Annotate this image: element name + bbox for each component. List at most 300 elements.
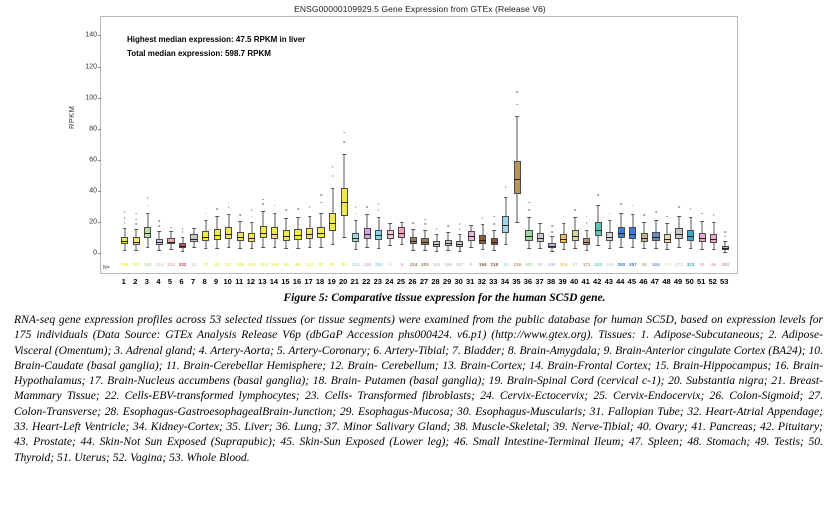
outlier-point: [644, 214, 646, 216]
median-line: [548, 246, 555, 247]
outlier-point: [170, 227, 172, 229]
x-tick-label: 21: [350, 277, 359, 286]
whisker-cap-upper: [400, 222, 404, 223]
whisker-cap-lower: [562, 249, 566, 250]
sample-count: 286: [444, 262, 452, 267]
median-line: [421, 242, 428, 243]
whisker-cap-upper: [666, 223, 670, 224]
whisker-cap-upper: [192, 228, 196, 229]
whisker-cap-upper: [227, 214, 231, 215]
y-tick-label: 60: [89, 156, 97, 164]
median-line: [190, 239, 197, 240]
boxplot-box: [525, 17, 532, 275]
whisker-cap-upper: [712, 222, 716, 223]
sample-count: 247: [455, 262, 464, 267]
outlier-point: [251, 216, 253, 218]
outlier-point: [286, 209, 288, 211]
sample-count: 6: [389, 262, 392, 267]
whisker-cap-lower: [654, 248, 658, 249]
whisker-cap-upper: [238, 221, 242, 222]
x-tick-label: 11: [235, 277, 244, 286]
whisker-cap-lower: [400, 244, 404, 245]
median-line: [456, 244, 463, 245]
outlier-point: [517, 104, 519, 106]
boxplot-box: [456, 17, 463, 275]
outlier-point: [182, 228, 184, 230]
sample-count: 97: [572, 262, 578, 267]
sample-count: 104: [652, 262, 660, 267]
x-tick-label: 38: [546, 277, 556, 286]
sample-count: 97: [318, 262, 324, 267]
median-line: [560, 239, 567, 240]
outlier-point: [251, 209, 253, 211]
boxplot-box: [271, 17, 278, 275]
whisker-cap-upper: [146, 213, 150, 214]
outlier-point: [724, 236, 726, 238]
whisker-cap-lower: [423, 250, 427, 251]
sample-count: 124: [409, 262, 418, 267]
median-line: [283, 236, 290, 237]
median-line: [445, 243, 452, 244]
whisker-cap-lower: [227, 247, 231, 248]
whisker-cap-upper: [181, 237, 185, 238]
outlier-point: [228, 206, 230, 208]
x-tick-label: 35: [512, 277, 521, 286]
figure-caption: [112, 292, 777, 304]
x-tick-label: 46: [639, 277, 648, 286]
sample-count: 125: [247, 262, 256, 267]
whisker-cap-upper: [516, 116, 520, 117]
x-tick-label: 30: [454, 277, 463, 286]
outlier-point: [159, 220, 161, 222]
boxplot-box: [421, 17, 428, 275]
x-tick-label: 26: [408, 277, 417, 286]
outlier-point: [309, 206, 311, 208]
x-tick-label: 37: [535, 277, 544, 286]
x-tick-label: 27: [419, 277, 429, 286]
sample-count: 171: [582, 262, 591, 267]
outlier-point: [366, 206, 368, 208]
figure-description: [14, 312, 823, 465]
x-tick-label: 12: [246, 277, 255, 286]
outlier-point: [459, 228, 461, 230]
whisker-cap-lower: [712, 249, 716, 250]
whisker-cap-upper: [723, 241, 727, 242]
outlier-point: [343, 132, 345, 134]
outlier-point: [332, 175, 334, 177]
x-tick-label: 39: [558, 277, 567, 286]
whisker-cap-upper: [585, 230, 589, 231]
sample-count: 218: [490, 262, 499, 267]
whisker-cap-lower: [516, 222, 520, 223]
outlier-point: [517, 91, 519, 93]
whisker-cap-lower: [135, 250, 139, 251]
x-tick-label: 7: [190, 277, 196, 286]
sample-count: 323: [686, 262, 695, 267]
x-tick-label: 18: [315, 277, 325, 286]
boxplot-box: [548, 17, 555, 275]
sample-count: 117: [224, 262, 233, 267]
outlier-point: [239, 214, 241, 216]
whisker-cap-upper: [573, 217, 577, 218]
outlier-point: [182, 231, 184, 233]
x-tick-label: 15: [281, 277, 290, 286]
x-tick-label: 19: [327, 277, 336, 286]
x-tick-label: 42: [593, 277, 602, 286]
sample-count: 114: [259, 262, 268, 267]
sample-count: 81: [341, 262, 347, 267]
y-tick-label: 80: [89, 125, 97, 133]
median-line: [352, 238, 359, 239]
whisker-cap-upper: [446, 232, 450, 233]
outlier-point: [528, 209, 530, 211]
median-line: [202, 237, 209, 238]
x-tick-label: 16: [292, 277, 302, 286]
median-line: [537, 238, 544, 239]
boxplot-box: [595, 17, 602, 275]
outlier-point: [551, 231, 553, 233]
outlier-point: [574, 209, 576, 211]
outlier-point: [147, 197, 149, 199]
median-line: [514, 179, 521, 180]
x-tick-label: 3: [144, 277, 149, 286]
median-line: [387, 234, 394, 235]
whisker-cap-lower: [504, 244, 508, 245]
whisker-cap-lower: [608, 248, 612, 249]
boxplot-box: [641, 17, 648, 275]
median-line: [398, 233, 405, 234]
outlier-point: [586, 222, 588, 224]
y-tick-label: 140: [85, 31, 97, 39]
median-line: [410, 241, 417, 242]
whisker-cap-lower: [481, 249, 485, 250]
whisker-cap-lower: [273, 247, 277, 248]
x-tick-label: 1: [121, 277, 126, 286]
sample-count: 304: [559, 262, 568, 267]
boxplot-box: [583, 17, 590, 275]
sample-count: 106: [605, 262, 614, 267]
outlier-point: [482, 217, 484, 219]
boxplot-box: [433, 17, 440, 275]
y-tick-label: 120: [85, 63, 97, 70]
whisker-cap-lower: [377, 248, 381, 249]
boxplot-box: [364, 17, 371, 275]
sample-count: 84: [214, 262, 220, 267]
sample-count: 118: [363, 262, 371, 267]
x-tick-label: 33: [489, 277, 498, 286]
x-tick-label: 51: [696, 277, 706, 286]
sample-count: 203: [421, 262, 429, 267]
boxplot-box: [537, 17, 544, 275]
outlier-point: [413, 222, 415, 224]
boxplot-box: [387, 17, 394, 275]
outlier-point: [343, 141, 345, 143]
median-line: [121, 241, 128, 242]
whisker-cap-upper: [158, 231, 162, 232]
whisker-cap-upper: [262, 211, 266, 212]
whisker-cap-upper: [342, 154, 346, 155]
median-line: [606, 237, 613, 238]
median-line: [179, 246, 186, 247]
median-line: [595, 230, 602, 231]
sample-count: 94: [283, 262, 289, 267]
boxplot-series: [101, 17, 737, 273]
x-tick-label: 17: [304, 277, 313, 286]
x-tick-label: 10: [223, 277, 232, 286]
outlier-point: [136, 213, 138, 215]
whisker-cap-upper: [620, 213, 624, 214]
boxplot-box: [202, 17, 209, 275]
sample-count: 57: [537, 262, 544, 267]
sample-count: 224: [155, 262, 164, 267]
description-paragraph: RNA-seq gene expression profiles across 53 selected tissues (or tissue segments) were examined from the public database for human SC5D, based on expression levels for 175 individuals (Data Source: GTEx Analysis Release V6p (dbGaP Accession phs000424. v6.p1) (http://www.gtex.org). Tissues: 1. Adipose-Subcutaneous; 2. Adipose-Visceral (Omentum); 3. Adrenal gland; 4. Artery-Aorta; 5. Artery-Coronary; 6. Artery-Tibial; 7. Bladder; 8. Brain-Amygdala; 9. Brain-Anterior cingulate Cortex (BA24); 10. Brain-Caudate (basal ganglia); 11. Brain-Cerebellar Hemisphere; 12. Brain- Cerebellum; 13. Brain-Cortex; 14. Brain-Frontal Cortex; 15. Brain-Hippocampus; 16. Brain-Hypothalamus; 17. Brain-Nucleus accumbens (basal ganglia); 18. Brain- Putamen (basal ganglia); 19. Brain-Spinal Cord (cervical c-1); 20. Substantia nigra; 21. Breast-Mammary Tissue; 22. Cells-EBV-transformed lymphocytes; 23. Cells- Transformed fibroblasts; 24. Cervix-Ectocervix; 25. Cervix-Endocervix; 26. Colon-Sigmoid; 27. Colon-Transverse; 28. Esophagus-GastroesophagealBrain-Junction; 29. Esophagus-Mucosa; 30. Esophagus-Muscularis; 31. Fallopian Tube; 32. Heart-Atrial Appendage; 33. Heart-Left Ventricle; 34. Kidney-Cortex; 35. Liver; 36. Lung; 37. Minor Salivary Gland; 38. Muscle-Skeletal; 39. Nerve-Tibial; 40. Ovary; 41. Pancreas; 42. Pituitary; 43. Prostate; 44. Skin-Not Sun Exposed (Suprapubic); 45. Skin-Sun Exposed (Lower leg); 46. Small Intestine-Terminal Ileum; 47. Spleen; 48. Stomach; 49. Testis; 50. Thyroid; 51. Uterus; 52. Vagina; 53. Whole Blood.: [14, 313, 823, 464]
whisker-cap-upper: [608, 220, 612, 221]
outlier-point: [263, 199, 265, 201]
median-line: [618, 233, 625, 234]
median-line: [687, 236, 694, 237]
sample-count: 393: [721, 262, 730, 267]
median-line: [525, 236, 532, 237]
outlier-point: [551, 225, 553, 227]
sample-count: 153: [432, 262, 441, 267]
sample-count: 91: [699, 262, 705, 267]
boxplot-box: [618, 17, 625, 275]
whisker-cap-lower: [643, 248, 647, 249]
x-tick-label: 32: [477, 277, 486, 286]
sample-count: 6: [469, 262, 473, 267]
x-tick-label: 5: [167, 277, 173, 286]
whisker-cap-lower: [146, 247, 150, 248]
boxplot-box: [572, 17, 579, 275]
whisker-cap-upper: [308, 216, 312, 217]
median-line: [699, 238, 706, 239]
boxplot-box: [652, 17, 659, 275]
median-line: [271, 234, 278, 235]
outlier-point: [355, 213, 357, 215]
outlier-point: [690, 208, 692, 210]
outlier-point: [436, 228, 438, 230]
box-iqr: [514, 161, 521, 194]
boxplot-box: [352, 17, 359, 275]
boxplot-box: [167, 17, 174, 275]
sample-count: 103: [594, 262, 603, 267]
sample-count: 172: [675, 262, 683, 267]
whisker-cap-upper: [285, 218, 289, 219]
sample-count: 82: [330, 262, 336, 267]
x-tick-label: 53: [720, 277, 729, 286]
outlier-point: [124, 211, 126, 213]
boxplot-box: [410, 17, 417, 275]
whisker-cap-lower: [620, 247, 624, 248]
whisker-cap-lower: [354, 249, 358, 250]
whisker-cap-lower: [539, 248, 543, 249]
whisker-cap-upper: [273, 213, 277, 214]
boxplot-box: [294, 17, 301, 275]
median-line: [583, 242, 590, 243]
sample-count: 297: [132, 262, 141, 267]
sample-count: 96: [711, 262, 717, 267]
x-tick-label: 48: [662, 277, 671, 286]
median-line: [641, 238, 648, 239]
boxplot-box: [491, 17, 498, 275]
boxplot-box: [468, 17, 475, 275]
whisker-cap-upper: [435, 234, 439, 235]
gtex-boxplot-figure: [67, 4, 740, 286]
median-line: [710, 239, 717, 240]
median-line: [664, 239, 671, 240]
boxplot-box: [722, 17, 729, 275]
whisker-cap-upper: [319, 213, 323, 214]
whisker-cap-lower: [666, 249, 670, 250]
boxplot-box: [329, 17, 336, 275]
median-line: [144, 233, 151, 234]
sample-count: 170: [663, 262, 672, 267]
x-tick-label: 14: [269, 277, 279, 286]
sample-count: 430: [548, 262, 556, 267]
whisker-cap-upper: [215, 216, 219, 217]
whisker-cap-lower: [215, 248, 219, 249]
whisker-cap-lower: [123, 250, 127, 251]
outlier-point: [424, 219, 426, 221]
outlier-point: [159, 225, 161, 227]
sample-count: 145: [144, 262, 152, 267]
whisker-cap-upper: [135, 229, 139, 230]
whisker-cap-upper: [296, 217, 300, 218]
boxplot-box: [445, 17, 452, 275]
median-line: [225, 234, 232, 235]
x-tick-label: 50: [685, 277, 694, 286]
sample-count: 88: [641, 262, 647, 267]
x-tick-label: 43: [604, 277, 613, 286]
outlier-point: [216, 208, 218, 210]
outlier-point: [724, 231, 726, 233]
median-line: [237, 237, 244, 238]
whisker-cap-lower: [527, 248, 531, 249]
whisker-cap-lower: [677, 247, 681, 248]
y-tick-label: 40: [89, 187, 97, 195]
outlier-point: [713, 214, 715, 216]
outlier-point: [378, 203, 380, 205]
x-tick-label: 23: [373, 277, 382, 286]
sample-count-row: [101, 262, 737, 271]
median-line: [629, 234, 636, 235]
n-label: N=: [103, 265, 110, 271]
boxplot-box: [283, 17, 290, 275]
boxplot-box: [225, 17, 232, 275]
boxplot-box: [479, 17, 486, 275]
outlier-point: [678, 206, 680, 208]
outlier-point: [528, 202, 530, 204]
x-tick-label: 36: [523, 277, 533, 286]
boxplot-box: [317, 17, 324, 275]
whisker-cap-upper: [169, 231, 173, 232]
x-tick-label: 22: [362, 277, 371, 286]
whisker-cap-upper: [492, 230, 496, 231]
sample-count: 5: [400, 262, 404, 267]
whisker-cap-lower: [550, 251, 554, 252]
boxplot-box: [375, 17, 382, 275]
whisker-cap-upper: [389, 223, 393, 224]
boxplot-box: [260, 17, 267, 275]
outlier-point: [274, 205, 276, 207]
outlier-point: [297, 208, 299, 210]
x-tick-label: 40: [569, 277, 579, 286]
whisker-cap-lower: [331, 244, 335, 245]
x-tick-label: 4: [156, 277, 161, 286]
median-line: [433, 244, 440, 245]
median-line: [156, 242, 163, 243]
outlier-point: [493, 216, 495, 218]
median-line: [722, 248, 729, 249]
x-tick-label: 52: [708, 277, 717, 286]
boxplot-box: [664, 17, 671, 275]
sample-count: 320: [525, 262, 533, 267]
x-tick-label: 20: [338, 277, 348, 286]
median-line: [572, 236, 579, 237]
boxplot-box: [133, 17, 140, 275]
whisker-cap-lower: [296, 248, 300, 249]
median-line: [341, 202, 348, 203]
annotation-highest-median: Highest median expression: 47.5 RPKM in liver: [127, 35, 306, 44]
boxplot-box: [190, 17, 197, 275]
boxplot-box: [502, 17, 509, 275]
x-tick-label: 47: [650, 277, 660, 286]
boxplot-box: [514, 17, 521, 275]
outlier-point: [505, 186, 507, 188]
sample-count: 298: [120, 262, 129, 267]
whisker-cap-upper: [527, 217, 531, 218]
outlier-point: [459, 223, 461, 225]
x-tick-label: 41: [581, 277, 590, 286]
boxplot-box: [687, 17, 694, 275]
sample-count: 72: [203, 262, 209, 267]
median-line: [214, 235, 221, 236]
whisker-cap-upper: [504, 197, 508, 198]
boxplot-box: [398, 17, 405, 275]
whisker-cap-lower: [700, 249, 704, 250]
annotation-total-median: Total median expression: 598.7 RPKM: [127, 49, 271, 58]
outlier-point: [424, 223, 426, 225]
whisker-cap-lower: [169, 249, 173, 250]
median-line: [294, 235, 301, 236]
x-tick-label: 25: [396, 277, 406, 286]
median-line: [652, 237, 659, 238]
median-line: [306, 234, 313, 235]
outlier-point: [136, 223, 138, 225]
whisker-cap-upper: [469, 225, 473, 226]
whisker-cap-lower: [435, 251, 439, 252]
outlier-point: [136, 219, 138, 221]
whisker-cap-upper: [377, 217, 381, 218]
median-line: [675, 234, 682, 235]
outlier-point: [609, 213, 611, 215]
median-line: [248, 238, 255, 239]
whisker-cap-upper: [654, 220, 658, 221]
x-tick-label: 28: [431, 277, 440, 286]
boxplot-box: [699, 17, 706, 275]
x-tick-label: 13: [258, 277, 267, 286]
whisker-cap-lower: [181, 251, 185, 252]
sample-count: 108: [271, 262, 279, 267]
figure-caption-text: Comparative tissue expression for the human SC5D gene.: [328, 292, 606, 304]
boxplot-box: [710, 17, 717, 275]
median-line: [468, 236, 475, 237]
outlier-point: [332, 166, 334, 168]
outlier-point: [320, 202, 322, 204]
whisker-cap-lower: [238, 248, 242, 249]
median-line: [375, 235, 382, 236]
boxplot-box: [560, 17, 567, 275]
